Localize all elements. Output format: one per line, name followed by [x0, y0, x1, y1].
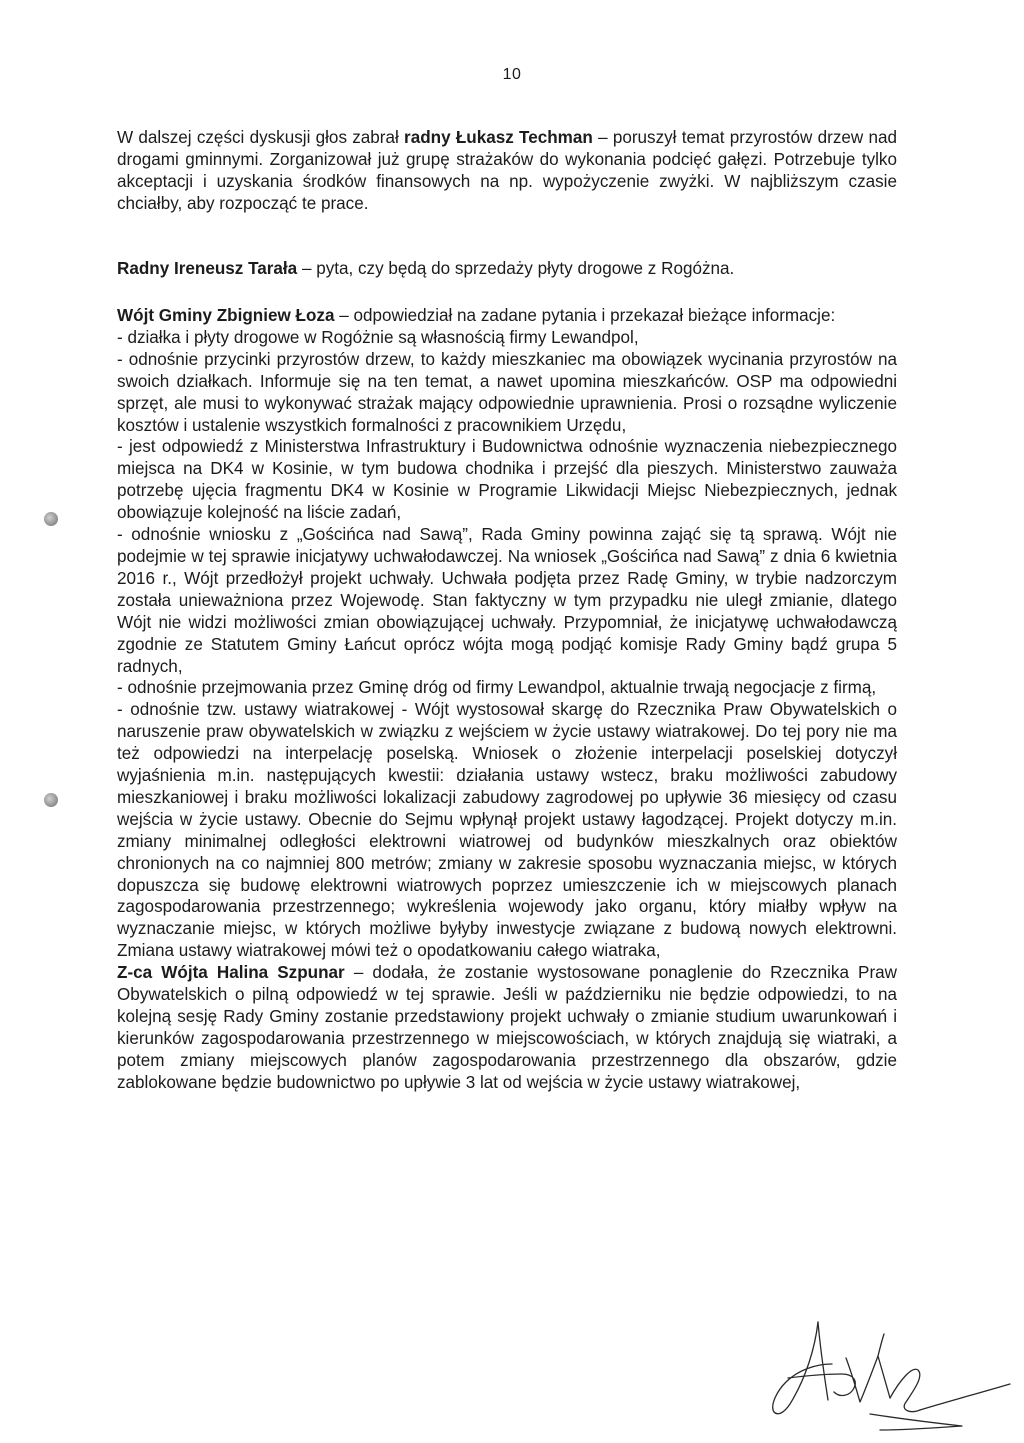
paragraph-szpunar [117, 962, 897, 1093]
handwritten-signature [720, 1318, 1020, 1433]
speaker-tarala: Radny Ireneusz Tarała [117, 259, 298, 278]
paragraph-tarala-text [117, 258, 897, 280]
list-item-ustawa-wiatrakowa: - odnośnie tzw. ustawy wiatrakowej - Wójt wystosował skargę do Rzecznika Praw Obywatelskich o naruszenie praw obywatelskich w związku z wejściem w życie ustawy wiatrakowej. Do tej pory nie ma też odpowiedzi na interpelację poselską. Wniosek o złożenie interpelacji poselskiej dotyczył wyjaśnienia m.in. następujących kwestii: działania ustawy wstecz, braku możliwości zabudowy mieszkaniowej i braku możliwości lokalizacji zabudowy zagrodowej po upływie 36 miesięcy od czasu wejścia w życie ustawy. Obecnie do Sejmu wpłynął projekt ustawy łagodzącej. Projekt dotyczy m.in. zmiany minimalnej odległości elektrowni wiatrowej od budynków mieszkalnych oraz obiektów chronionych na co najmniej 800 metrów; zmiany w zakresie sposobu wyznaczania miejsc, w których dopuszcza się budowę elektrowni wiatrowych poprzez umieszczenie ich w miejscowych planach zagospodarowania przestrzennego; wykreślenia wojewody jako organu, który miałby wpływ na wyznaczanie miejsc, w których możliwe byłyby inwestycje związane z budową nowych elektrowni. Zmiana ustawy wiatrakowej mówi też o opodatkowaniu całego wiatraka, [117, 700, 897, 961]
paragraph-techman-text [117, 127, 897, 215]
punch-hole-upper [44, 512, 58, 526]
speaker-techman: radny Łukasz Techman [404, 128, 593, 147]
paragraph-loza [117, 305, 897, 1094]
paragraph-loza-intro [117, 305, 897, 327]
list-item-przycinka: - odnośnie przycinki przyrostów drzew, to każdy mieszkaniec ma obowiązek wycinania przyrostów na swoich działkach. Informuje się na ten temat, a nawet upomina mieszkańców. OSP ma odpowiedni sprzęt, ale musi to wykonywać strażak mający odpowiednie uprawnienia. Prosi o rozsądne wyliczenie kosztów i ustalenie wszystkich formalności z pracownikiem Urzędu, [117, 349, 897, 435]
paragraph-techman-body: – poruszył temat przyrostów drzew nad drogami gminnymi. Zorganizował już grupę strażaków do wykonania podcięć gałęzi. Potrzebuje tylko akceptacji i uzyskania środków finansowych na np. wypożyczenie zwyżki. W najbliższym czasie chciałby, aby rozpocząć te prace. [117, 128, 897, 213]
punch-hole-lower [44, 793, 58, 807]
paragraph-szpunar-body: – dodała, że zostanie wystosowane ponaglenie do Rzecznika Praw Obywatelskich o pilną odpowiedź w tej sprawie. Jeśli w październiku nie będzie odpowiedzi, to na kolejną sesję Rady Gminy zostanie przedstawiony projekt uchwały o zmianie studium uwarunkowań i kierunków zagospodarowania przestrzennego w miejscowościach, w których znajdują się wiatraki, a potem zmiany miejscowych planów zagospodarowania przestrzennego dla obszarów, gdzie zablokowane będzie budownictwo po upływie 3 lat od wejścia w życie ustawy wiatrakowej, [117, 963, 897, 1092]
paragraph-tarala-body: – pyta, czy będą do sprzedaży płyty drogowe z Rogóżna. [301, 259, 735, 278]
paragraph-tarala [117, 258, 897, 280]
page-number: 10 [502, 66, 522, 83]
list-item-goscinniec: - odnośnie wniosku z „Gościńca nad Sawą”, Rada Gminy powinna zająć się tą sprawą. Wójt nie podejmie w tej sprawie inicjatywy uchwałodawczej. Na wniosek „Gościńca nad Sawą” z dnia 6 kwietnia 2016 r., Wójt przedłożył projekt uchwały. Uchwała podjęta przez Radę Gminy, w trybie nadzorczym została unieważniona przez Wojewodę. Stan faktyczny w tym przypadku nie uległ zmianie, dlatego Wójt nie widzi możliwości zmian obowiązującej uchwały. Przypomniał, że inicjatywę uchwałodawczą zgodnie ze Statutem Gminy Łańcut oprócz wójta mogą podjąć komisje Rady Gminy bądź grupa 5 radnych, [117, 525, 897, 676]
paragraph-techman [117, 127, 897, 215]
paragraph-techman-lead: W dalszej części dyskusji głos zabrał [117, 128, 399, 147]
list-item-lewandpol: - odnośnie przejmowania przez Gminę dróg od firmy Lewandpol, aktualnie trwają negocjacje z firmą, [117, 678, 877, 698]
list-item-dk4: - jest odpowiedź z Ministerstwa Infrastruktury i Budownictwa odnośnie wyznaczenia niebezpiecznego miejsca na DK4 w Kosinie, w tym budowa chodnika i przejść dla pieszych. Ministerstwo zauważa potrzebę ujęcia fragmentu DK4 w Kosinie w Programie Likwidacji Miejsc Niebezpiecznych, jednak obowiązuje kolejność na liście zadań, [117, 437, 897, 523]
speaker-loza: Wójt Gminy Zbigniew Łoza [117, 306, 335, 325]
paragraph-loza-intro-body: – odpowiedział na zadane pytania i przekazał bieżące informacje: [339, 306, 836, 325]
speaker-szpunar: Z-ca Wójta Halina Szpunar [117, 963, 345, 983]
list-item-plyty: - działka i płyty drogowe w Rogóżnie są własnością firmy Lewandpol, [117, 327, 639, 347]
